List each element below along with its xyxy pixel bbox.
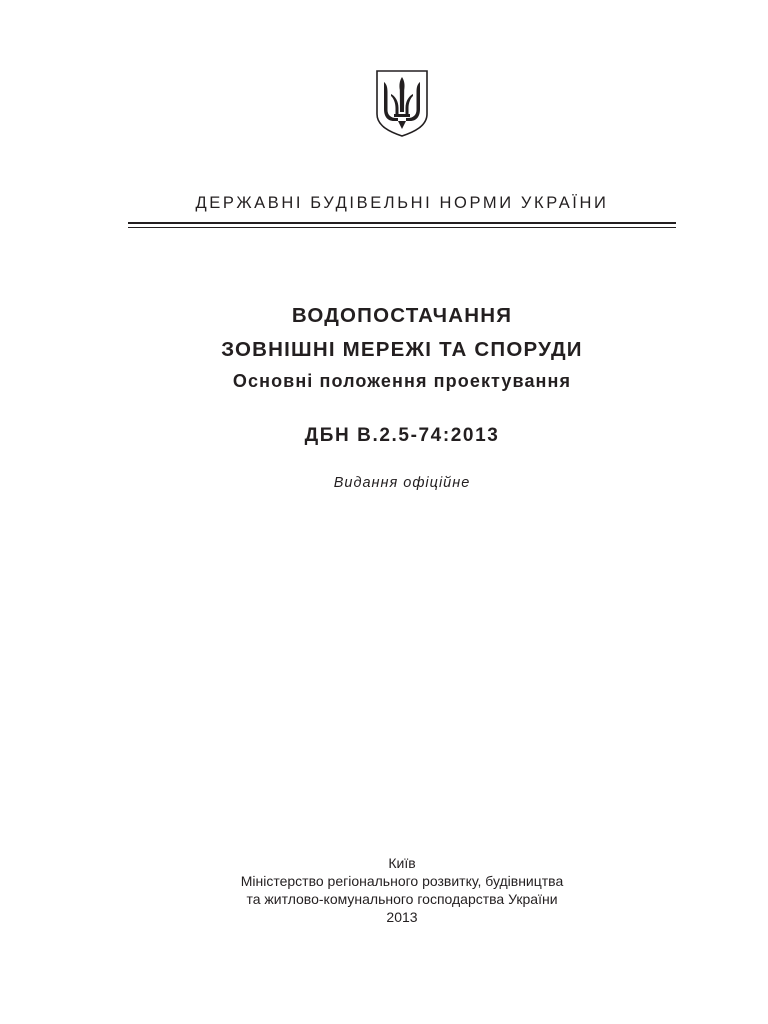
document-subtitle: Основні положення проектування: [232, 371, 572, 391]
imprint-publisher-line2: та житлово-комунального господарства України: [246, 891, 558, 907]
trident-coat-of-arms-icon: [374, 68, 430, 138]
document-title-line1: ВОДОПОСТАЧАННЯ: [291, 304, 513, 327]
header-divider-thin: [128, 227, 676, 228]
imprint-publisher-line1: Міністерство регіонального розвитку, будівництва: [240, 873, 564, 889]
imprint-block: [0, 854, 768, 926]
standards-series-title: ДЕРЖАВНІ БУДІВЕЛЬНІ НОРМИ УКРАЇНИ: [195, 194, 609, 212]
imprint-city: Київ: [388, 855, 416, 871]
edition-note: Видання офіційне: [333, 475, 471, 491]
document-title-line2: ЗОВНІШНІ МЕРЕЖІ ТА СПОРУДИ: [221, 338, 583, 361]
header-divider-thick: [128, 222, 676, 224]
document-code: ДБН В.2.5-74:2013: [304, 425, 500, 446]
imprint-year: 2013: [386, 909, 418, 925]
